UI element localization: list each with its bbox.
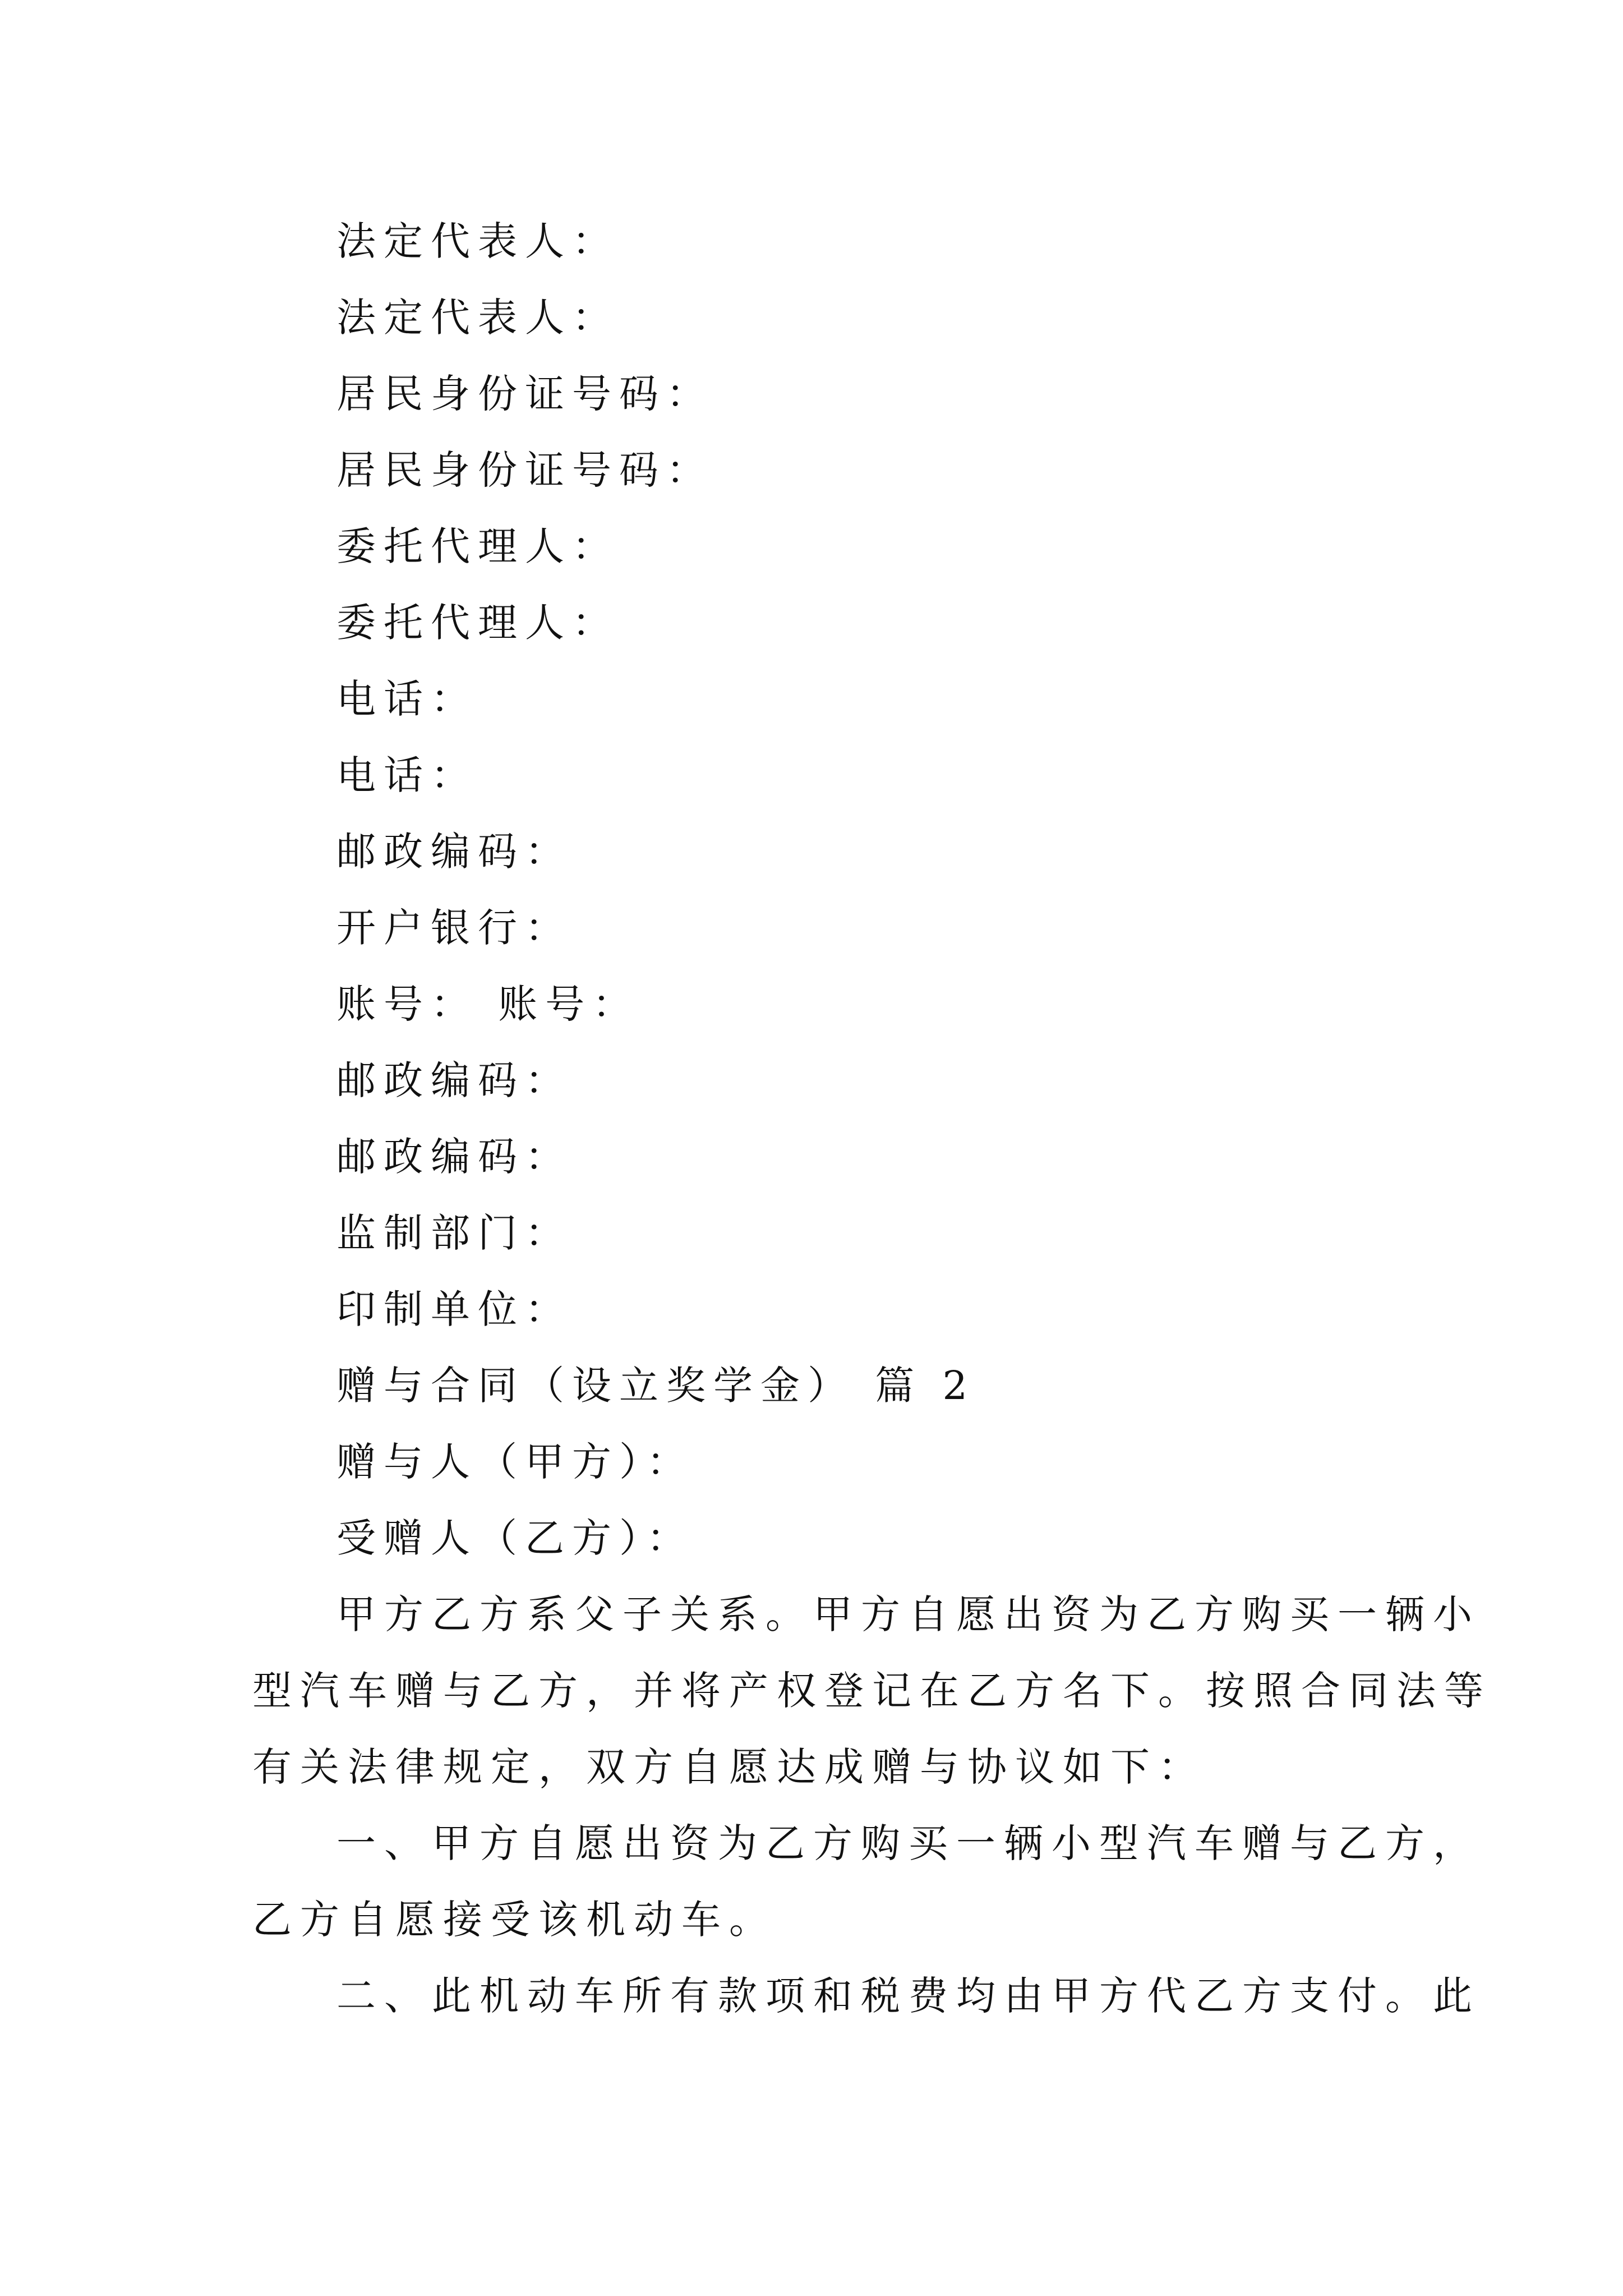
- paragraph-intro-line-1: 甲方乙方系父子关系。甲方自愿出资为乙方购买一辆小: [336, 1591, 1481, 1637]
- field-printing-unit: 印制单位：: [336, 1286, 572, 1332]
- clause-1-line-2: 乙方自愿接受该机动车。: [252, 1897, 777, 1943]
- field-agent-2: 委托代理人：: [336, 600, 619, 646]
- field-legal-representative-1: 法定代表人：: [336, 218, 619, 264]
- field-id-number-2: 居民身份证号码：: [336, 447, 713, 493]
- field-supervising-dept: 监制部门：: [336, 1210, 572, 1256]
- field-phone-2: 电话：: [336, 752, 478, 798]
- paragraph-intro-line-2: 型汽车赠与乙方，并将产权登记在乙方名下。按照合同法等: [252, 1668, 1492, 1714]
- clause-1-line-1: 一、甲方自愿出资为乙方购买一辆小型汽车赠与乙方，: [336, 1820, 1481, 1866]
- field-account-numbers: 账号： 账号：: [336, 981, 640, 1027]
- document-body: [252, 203, 1492, 2034]
- paragraph-intro-line-3: 有关法律规定，双方自愿达成赠与协议如下：: [252, 1744, 1206, 1790]
- field-bank: 开户银行：: [336, 905, 572, 951]
- field-postal-code-2: 邮政编码：: [336, 1057, 572, 1103]
- field-donor: 赠与人（甲方）：: [336, 1439, 694, 1485]
- section-title: 赠与合同（设立奖学金） 篇 2: [336, 1363, 976, 1409]
- field-donee: 受赠人（乙方）：: [336, 1515, 694, 1561]
- field-legal-representative-2: 法定代表人：: [336, 295, 619, 341]
- field-agent-1: 委托代理人：: [336, 523, 619, 569]
- field-postal-code-1: 邮政编码：: [336, 829, 572, 875]
- field-phone-1: 电话：: [336, 676, 478, 722]
- clause-2-line-1: 二、此机动车所有款项和税费均由甲方代乙方支付。此: [336, 1973, 1481, 2019]
- field-id-number-1: 居民身份证号码：: [336, 371, 713, 417]
- field-postal-code-3: 邮政编码：: [336, 1134, 572, 1180]
